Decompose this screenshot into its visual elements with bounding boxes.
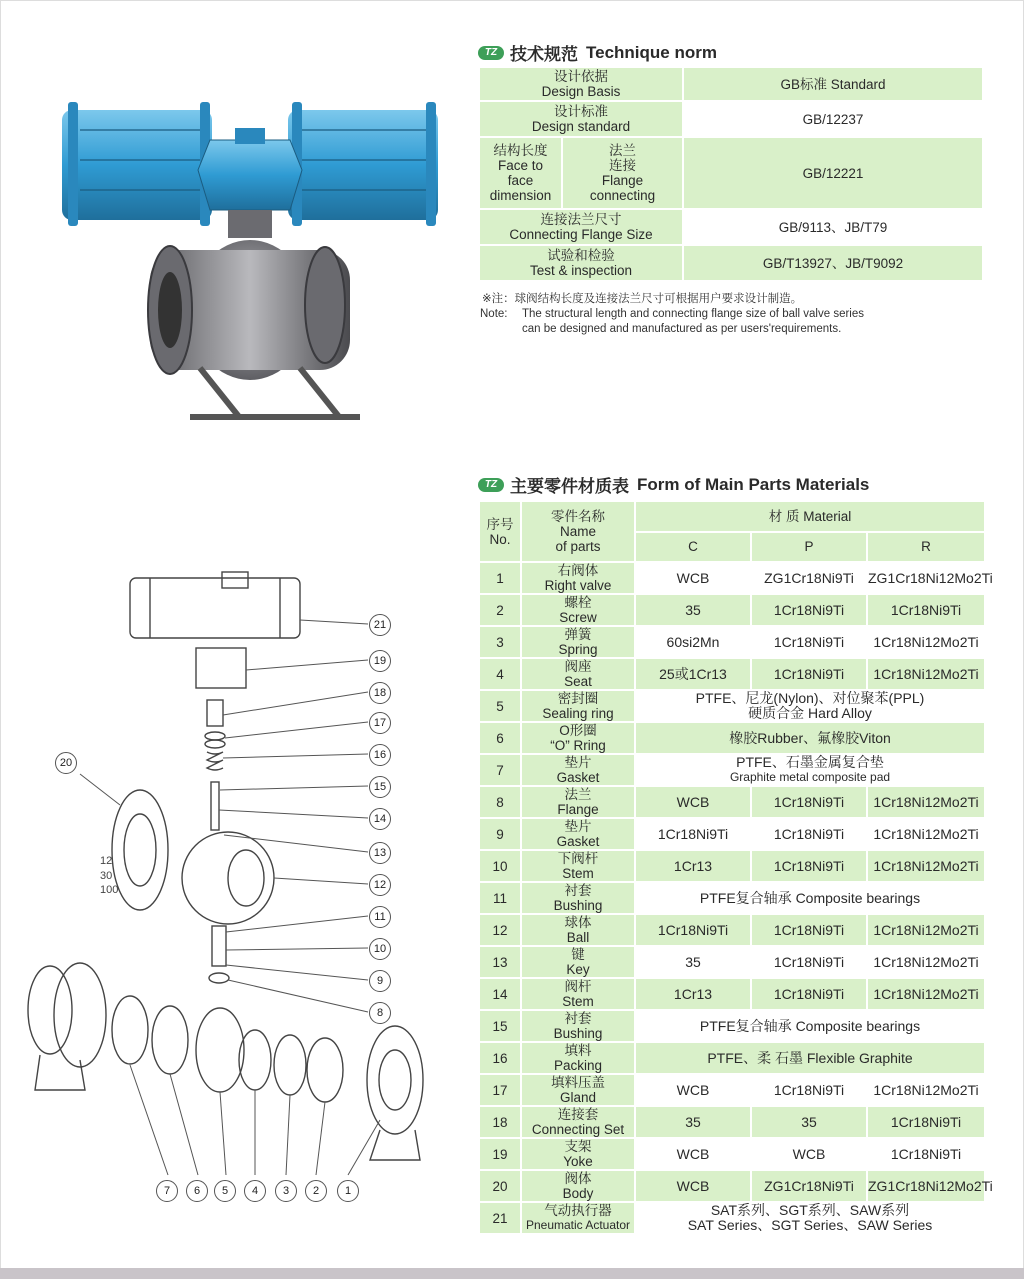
note-label: Note: [480, 308, 508, 320]
material-c: 60si2Mn [635, 626, 751, 658]
note-en-line2: can be designed and manufactured as per users'requirements. [522, 323, 842, 335]
part-name-en: Pneumatic Actuator [525, 1218, 631, 1232]
technique-note [480, 292, 940, 337]
material-c: 1Cr18Ni9Ti [635, 914, 751, 946]
part-name-zh: 下阀杆 [557, 851, 599, 866]
norm-label: 连接法兰尺寸 Connecting Flange Size [479, 209, 683, 245]
callout-11: 11 [369, 906, 391, 928]
material-line-1: 橡胶Rubber、氟橡胶Viton [729, 729, 891, 746]
part-name [521, 1202, 635, 1234]
part-name-en: Spring [558, 642, 598, 657]
flange-mark-12: 12 [100, 855, 113, 867]
technique-title-en: Technique norm [586, 42, 717, 62]
norm-value: GB/T13927、JB/T9092 [683, 245, 983, 281]
part-name-en: Gasket [556, 770, 600, 785]
part-name [521, 850, 635, 882]
norm-value: GB标准 Standard [683, 67, 983, 101]
material-line-1: PTFE、柔 石墨 Flexible Graphite [707, 1049, 913, 1066]
norm-row-face-to-face [479, 137, 983, 209]
callout-19: 19 [369, 650, 391, 672]
header-material: 材 质 Material [635, 501, 985, 532]
part-name-zh: 衬套 [564, 883, 592, 898]
material-r: 1Cr18Ni12Mo2Ti [867, 914, 985, 946]
part-name-en: Flange [557, 802, 599, 817]
flange-mark-30: 30 [100, 870, 113, 882]
part-name-en: Stem [562, 866, 594, 881]
part-name-en: Right valve [544, 578, 612, 593]
part-name-en: Bushing [553, 1026, 603, 1041]
part-name [521, 594, 635, 626]
part-name-zh: 螺栓 [564, 595, 592, 610]
part-name-zh: 阀杆 [564, 979, 592, 994]
material-r: ZG1Cr18Ni12Mo2Ti [867, 562, 985, 594]
callout-3: 3 [275, 1180, 297, 1202]
material-c: WCB [635, 562, 751, 594]
row-number: 7 [479, 754, 521, 786]
part-name [521, 978, 635, 1010]
note-zh: ※注：球阀结构长度及连接法兰尺寸可根据用户要求设计制造。 [482, 293, 803, 305]
norm-value: GB/12221 [683, 137, 983, 209]
part-name-en: Ball [566, 930, 590, 945]
part-name [521, 562, 635, 594]
norm-value: GB/9113、JB/T79 [683, 209, 983, 245]
part-name-zh: 弹簧 [564, 627, 592, 642]
page-bottom-bar [0, 1268, 1024, 1279]
header-no: 序号 No. [479, 501, 521, 562]
material-p: ZG1Cr18Ni9Ti [751, 562, 867, 594]
material-p: 1Cr18Ni9Ti [751, 914, 867, 946]
material-r: 1Cr18Ni12Mo2Ti [867, 786, 985, 818]
table-row [479, 690, 985, 722]
part-name-zh: 填料 [564, 1043, 592, 1058]
materials-title-en: Form of Main Parts Materials [637, 474, 870, 494]
part-name-zh: 键 [571, 947, 585, 962]
norm-row-test [479, 245, 983, 281]
technique-norm-table [478, 66, 984, 282]
material-c: WCB [635, 1074, 751, 1106]
material-r: 1Cr18Ni12Mo2Ti [867, 946, 985, 978]
row-number: 4 [479, 658, 521, 690]
table-row [479, 914, 985, 946]
part-name [521, 1106, 635, 1138]
callout-18: 18 [369, 682, 391, 704]
table-row [479, 658, 985, 690]
material-span [635, 882, 985, 914]
row-number: 17 [479, 1074, 521, 1106]
material-c: 25或1Cr13 [635, 658, 751, 690]
row-number: 5 [479, 690, 521, 722]
part-name-en: Seat [564, 674, 592, 689]
norm-value: GB/12237 [683, 101, 983, 137]
part-name-zh: 支架 [564, 1139, 592, 1154]
technique-title-zh: 技术规范 [510, 45, 578, 64]
material-c: WCB [635, 786, 751, 818]
table-row [479, 786, 985, 818]
part-name [521, 818, 635, 850]
table-row [479, 850, 985, 882]
table-row [479, 1138, 985, 1170]
part-name-zh: 阀座 [564, 659, 592, 674]
material-c: 35 [635, 1106, 751, 1138]
row-number: 18 [479, 1106, 521, 1138]
material-c: 35 [635, 946, 751, 978]
material-p: 1Cr18Ni9Ti [751, 594, 867, 626]
callout-16: 16 [369, 744, 391, 766]
norm-label: 设计标准 Design standard [479, 101, 683, 137]
material-c: 1Cr13 [635, 850, 751, 882]
material-p: ZG1Cr18Ni9Ti [751, 1170, 867, 1202]
callout-8: 8 [369, 1002, 391, 1024]
callout-7: 7 [156, 1180, 178, 1202]
note-en [480, 307, 940, 322]
table-row [479, 594, 985, 626]
part-name-en: Sealing ring [542, 706, 614, 721]
material-span [635, 690, 985, 722]
part-name-zh: O形圈 [559, 723, 597, 738]
part-name-en: Gasket [556, 834, 600, 849]
note-en-line1: The structural length and connecting flange size of ball valve series [522, 308, 865, 320]
material-p: 1Cr18Ni9Ti [751, 850, 867, 882]
material-line-1: PTFE复合轴承 Composite bearings [699, 889, 921, 906]
part-name-en: Body [562, 1186, 594, 1201]
callout-2: 2 [305, 1180, 327, 1202]
materials-table [478, 500, 993, 1235]
flange-mark-100: 100 [100, 884, 119, 896]
material-c: WCB [635, 1170, 751, 1202]
materials-body [479, 562, 993, 1234]
part-name [521, 882, 635, 914]
material-line-1: PTFE、尼龙(Nylon)、对位聚苯(PPL) [695, 690, 925, 706]
material-p: 1Cr18Ni9Ti [751, 786, 867, 818]
row-number: 10 [479, 850, 521, 882]
material-r: 1Cr18Ni12Mo2Ti [867, 1074, 985, 1106]
table-row [479, 882, 985, 914]
part-name-en: Packing [553, 1058, 603, 1073]
callout-6: 6 [186, 1180, 208, 1202]
table-row [479, 562, 985, 594]
material-r: 1Cr18Ni12Mo2Ti [867, 818, 985, 850]
part-name [521, 1170, 635, 1202]
material-span [635, 754, 985, 786]
material-p: 35 [751, 1106, 867, 1138]
part-name [521, 658, 635, 690]
material-line-2: SAT Series、SGT Series、SAW Series [687, 1217, 933, 1233]
material-line-2: 硬质合金 Hard Alloy [748, 705, 872, 721]
norm-label: 设计依据 Design Basis [479, 67, 683, 101]
part-name-zh: 右阀体 [557, 563, 599, 578]
part-name-en: Key [566, 962, 590, 977]
row-number: 21 [479, 1202, 521, 1234]
row-number: 12 [479, 914, 521, 946]
valve-product-photo [40, 100, 450, 440]
callout-5: 5 [214, 1180, 236, 1202]
part-name [521, 786, 635, 818]
callout-10: 10 [369, 938, 391, 960]
materials-title-zh: 主要零件材质表 [510, 477, 629, 496]
part-name-zh: 球体 [564, 915, 592, 930]
row-number: 20 [479, 1170, 521, 1202]
row-number: 16 [479, 1042, 521, 1074]
row-number: 2 [479, 594, 521, 626]
part-name [521, 690, 635, 722]
callout-21: 21 [369, 614, 391, 636]
row-number: 15 [479, 1010, 521, 1042]
part-name-zh: 法兰 [564, 787, 592, 802]
callout-12: 12 [369, 874, 391, 896]
table-row [479, 722, 985, 754]
norm-row-design-basis [479, 67, 983, 101]
material-r: 1Cr18Ni12Mo2Ti [867, 658, 985, 690]
table-row [479, 1010, 985, 1042]
materials-header-row [479, 501, 985, 532]
part-name-zh: 衬套 [564, 1011, 592, 1026]
header-r: R [867, 532, 985, 563]
table-row [479, 754, 985, 786]
table-row [479, 626, 985, 658]
part-name-en: Yoke [563, 1154, 593, 1169]
table-row [479, 978, 985, 1010]
material-r: 1Cr18Ni9Ti [867, 594, 985, 626]
material-p: 1Cr18Ni9Ti [751, 818, 867, 850]
material-r: 1Cr18Ni12Mo2Ti [867, 978, 985, 1010]
part-name-zh: 垫片 [564, 819, 592, 834]
material-line-1: SAT系列、SGT系列、SAW系列 [710, 1202, 910, 1218]
material-span [635, 1042, 985, 1074]
material-p: 1Cr18Ni9Ti [751, 626, 867, 658]
callout-20: 20 [55, 752, 77, 774]
part-name-zh: 气动执行器 [544, 1203, 612, 1218]
part-name [521, 914, 635, 946]
table-row [479, 1170, 985, 1202]
row-number: 13 [479, 946, 521, 978]
callout-4: 4 [244, 1180, 266, 1202]
norm-label-face: 结构长度 Face to face dimension [479, 137, 562, 209]
part-name-en: Connecting Set [531, 1122, 625, 1137]
header-c: C [635, 532, 751, 563]
table-row [479, 946, 985, 978]
row-number: 1 [479, 562, 521, 594]
callout-17: 17 [369, 712, 391, 734]
part-name [521, 946, 635, 978]
material-r: 1Cr18Ni9Ti [867, 1106, 985, 1138]
material-p: 1Cr18Ni9Ti [751, 1074, 867, 1106]
part-name-en: Stem [562, 994, 594, 1009]
material-r: 1Cr18Ni12Mo2Ti [867, 626, 985, 658]
norm-row-flange-size [479, 209, 983, 245]
header-name: 零件名称 Name of parts [521, 501, 635, 562]
part-name-zh: 阀体 [564, 1171, 592, 1186]
part-name [521, 754, 635, 786]
norm-label: 试验和检验 Test & inspection [479, 245, 683, 281]
brand-logo-icon: TZ [478, 478, 504, 492]
material-c: 1Cr18Ni9Ti [635, 818, 751, 850]
brand-logo-icon: TZ [478, 46, 504, 60]
row-number: 9 [479, 818, 521, 850]
row-number: 14 [479, 978, 521, 1010]
material-p: 1Cr18Ni9Ti [751, 978, 867, 1010]
row-number: 6 [479, 722, 521, 754]
part-name [521, 626, 635, 658]
material-p: 1Cr18Ni9Ti [751, 946, 867, 978]
norm-row-design-standard [479, 101, 983, 137]
part-name-zh: 连接套 [557, 1107, 599, 1122]
material-span [635, 722, 985, 754]
callout-14: 14 [369, 808, 391, 830]
part-name-zh: 填料压盖 [551, 1075, 605, 1090]
part-name [521, 1042, 635, 1074]
material-p: WCB [751, 1138, 867, 1170]
material-r: 1Cr18Ni12Mo2Ti [867, 850, 985, 882]
table-row [479, 1202, 985, 1234]
material-c: 35 [635, 594, 751, 626]
row-number: 3 [479, 626, 521, 658]
material-r: ZG1Cr18Ni12Mo2Ti [867, 1170, 985, 1202]
table-row [479, 1042, 985, 1074]
technique-norm-title [478, 40, 717, 65]
materials-title [478, 472, 869, 497]
callout-15: 15 [369, 776, 391, 798]
part-name [521, 722, 635, 754]
row-number: 11 [479, 882, 521, 914]
part-name [521, 1074, 635, 1106]
material-span [635, 1010, 985, 1042]
part-name-en: “O” Rring [550, 738, 606, 753]
callout-9: 9 [369, 970, 391, 992]
material-line-1: PTFE复合轴承 Composite bearings [699, 1017, 921, 1034]
material-c: 1Cr13 [635, 978, 751, 1010]
material-p: 1Cr18Ni9Ti [751, 658, 867, 690]
part-name-zh: 垫片 [564, 755, 592, 770]
row-number: 8 [479, 786, 521, 818]
material-r: 1Cr18Ni9Ti [867, 1138, 985, 1170]
part-name [521, 1138, 635, 1170]
callout-13: 13 [369, 842, 391, 864]
table-row [479, 1106, 985, 1138]
material-span [635, 1202, 985, 1234]
table-row [479, 818, 985, 850]
part-name [521, 1010, 635, 1042]
material-c: WCB [635, 1138, 751, 1170]
part-name-en: Gland [559, 1090, 597, 1105]
material-line-1: PTFE、石墨金属复合垫 [736, 754, 884, 770]
row-number: 19 [479, 1138, 521, 1170]
part-name-zh: 密封圈 [557, 691, 599, 706]
material-line-2: Graphite metal composite pad [729, 770, 891, 784]
part-name-en: Screw [559, 610, 597, 625]
norm-label-flange: 法兰 连接 Flange connecting [562, 137, 683, 209]
part-name-en: Bushing [553, 898, 603, 913]
table-row [479, 1074, 985, 1106]
callout-1: 1 [337, 1180, 359, 1202]
header-p: P [751, 532, 867, 563]
